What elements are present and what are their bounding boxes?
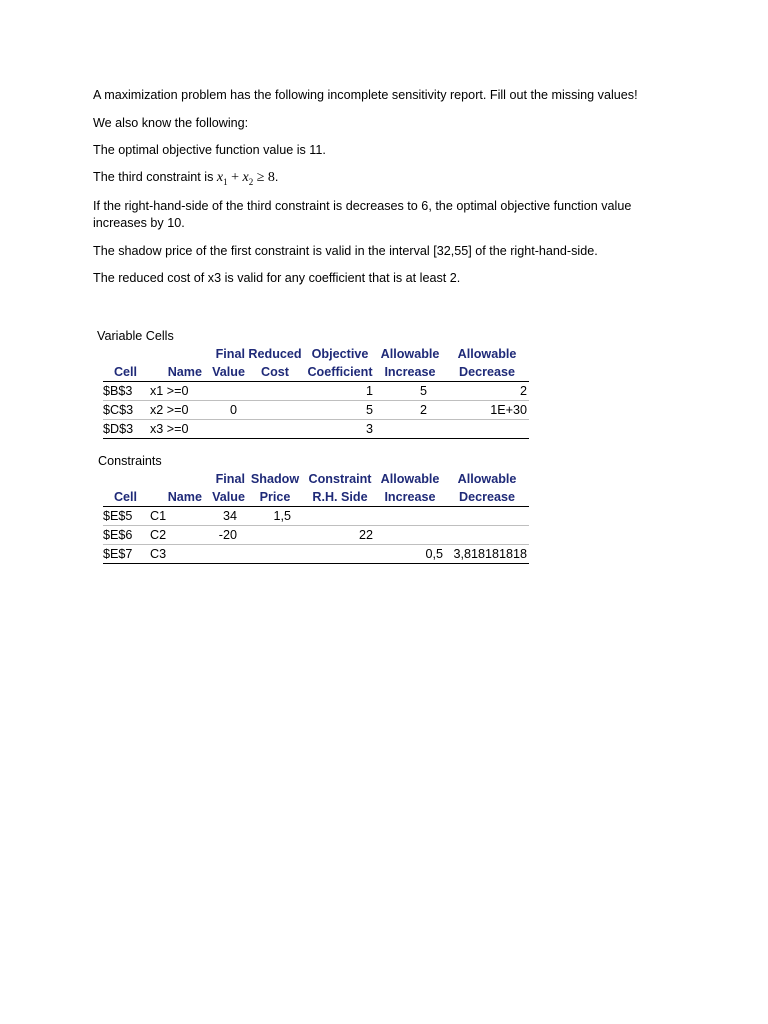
constraints-header-bottom [103,488,529,507]
constraint-name: C1 [148,507,204,526]
objective-value-fact: The optimal objective function value is 11. [93,143,326,157]
allowable-decrease [445,526,529,545]
header-cell [103,470,148,488]
header-cell: Cost [245,363,305,382]
allowable-decrease: 3,818181818 [445,545,529,564]
header-cell: Value [204,488,245,507]
header-cell: Allowable [457,472,517,486]
header-cell: Objective [311,347,369,361]
allowable-increase [375,526,445,545]
header-cell: Final [215,472,245,486]
final-value: 34 [204,507,245,526]
cell-address: $C$3 [103,401,148,420]
allowable-decrease [445,507,529,526]
formula-sub-2: 2 [248,176,254,187]
shadow-price-fact: The shadow price of the first constraint is valid in the interval [32,55] of the right-hand-side. [93,244,598,258]
variable-cells-header-top [103,345,529,363]
table-row [103,526,529,545]
reduced-cost [245,401,305,420]
header-cell [148,470,204,488]
allowable-decrease [445,420,529,439]
final-value: -20 [204,526,245,545]
allowable-increase: 0,5 [375,545,445,564]
reduced-cost-fact: The reduced cost of x3 is valid for any coefficient that is at least 2. [93,271,461,285]
formula-sub-1: 1 [223,176,228,187]
header-cell: Name [148,488,204,507]
shadow-price: 1,5 [245,507,305,526]
table-row [103,507,529,526]
constraint-rhs: 22 [305,526,375,545]
reduced-cost [245,382,305,401]
cell-address: $E$7 [103,545,148,564]
header-cell: Final [215,347,245,361]
constraints-header-top [103,470,529,488]
header-cell: Reduced [248,347,302,361]
header-cell: Name [148,363,204,382]
table-row [103,401,529,420]
final-value [204,545,245,564]
formula-relation: ≥ 8 [253,170,275,185]
header-cell: Increase [375,363,445,382]
cell-name: x2 >=0 [148,401,204,420]
cell-name: x3 >=0 [148,420,204,439]
allowable-decrease: 2 [445,382,529,401]
header-cell: Allowable [457,347,517,361]
cell-address: $E$5 [103,507,148,526]
variable-cells-header-bottom [103,363,529,382]
cell-address: $D$3 [103,420,148,439]
third-constraint-suffix: . [274,170,279,184]
constraint-name: C2 [148,526,204,545]
header-cell: Increase [375,488,445,507]
cell-address: $B$3 [103,382,148,401]
header-cell: Constraint [308,472,372,486]
problem-statement: A maximization problem has the following incomplete sensitivity report. Fill out the missing values! [93,88,638,102]
header-cell: Allowable [380,472,440,486]
shadow-price [245,526,305,545]
header-cell: Price [245,488,305,507]
formula-plus: + [227,170,243,185]
third-constraint-prefix: The third constraint is [93,170,217,184]
variable-cells-table [103,345,529,439]
header-cell [148,345,204,363]
constraints-title: Constraints [98,454,162,468]
allowable-increase [375,420,445,439]
allowable-decrease: 1E+30 [445,401,529,420]
cell-address: $E$6 [103,526,148,545]
header-cell [103,345,148,363]
constraint-formula [217,170,275,185]
header-cell: Cell [103,488,148,507]
constraint-name: C3 [148,545,204,564]
header-cell: Value [204,363,245,382]
allowable-increase: 5 [375,382,445,401]
header-cell: Decrease [445,363,529,382]
header-cell: R.H. Side [305,488,375,507]
header-cell: Decrease [445,488,529,507]
allowable-increase [375,507,445,526]
table-row [103,382,529,401]
final-value [204,382,245,401]
shadow-price [245,545,305,564]
header-cell: Coefficient [305,363,375,382]
constraint-rhs [305,507,375,526]
variable-cells-title: Variable Cells [97,329,174,343]
cell-name: x1 >=0 [148,382,204,401]
constraint-rhs [305,545,375,564]
table-row [103,545,529,564]
allowable-increase: 2 [375,401,445,420]
table-row [103,420,529,439]
third-constraint-fact [93,169,673,191]
final-value [204,420,245,439]
constraints-table [103,470,529,564]
objective-coefficient: 1 [305,382,375,401]
objective-coefficient: 5 [305,401,375,420]
header-cell: Cell [103,363,148,382]
header-cell: Shadow [250,472,300,486]
reduced-cost [245,420,305,439]
formula-var-1: x [216,170,224,185]
final-value: 0 [204,401,245,420]
header-cell: Allowable [380,347,440,361]
objective-coefficient: 3 [305,420,375,439]
rhs-change-fact: If the right-hand-side of the third constraint is decreases to 6, the optimal objective function value increases by 10. [93,199,632,230]
known-facts-heading: We also know the following: [93,116,249,130]
formula-var-2: x [242,170,249,185]
